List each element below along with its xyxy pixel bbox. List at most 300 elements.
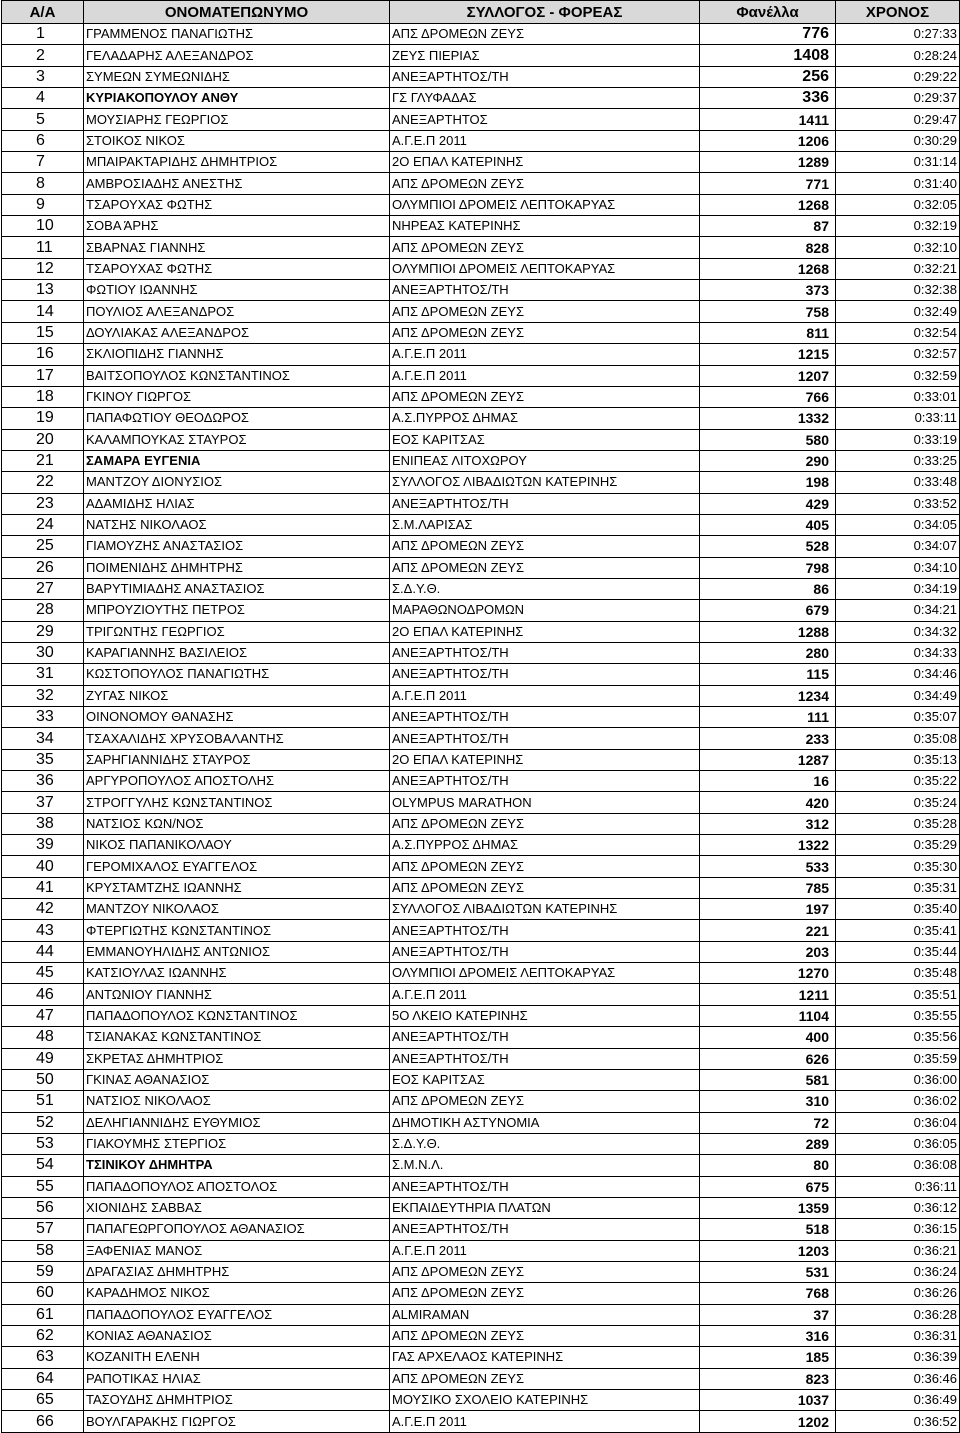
table-row: [2, 1027, 960, 1048]
cell-bib: 1206: [700, 130, 836, 151]
cell-time: 0:35:08: [836, 728, 960, 749]
cell-bib: 1215: [700, 344, 836, 365]
cell-club: Σ.Δ.Υ.Θ.: [390, 1133, 700, 1154]
cell-club: Α.Γ.Ε.Π 2011: [390, 1411, 700, 1432]
table-row: [2, 1304, 960, 1325]
table-row: [2, 1197, 960, 1218]
table-row: [2, 24, 960, 45]
cell-time: 0:35:13: [836, 749, 960, 770]
cell-position: 4: [2, 88, 84, 109]
cell-bib: 626: [700, 1048, 836, 1069]
cell-name: ΜΠΡΟΥΖΙΟΥΤΗΣ ΠΕΤΡΟΣ: [84, 600, 390, 621]
table-row: [2, 1176, 960, 1197]
cell-position: 36: [2, 771, 84, 792]
table-row: [2, 1133, 960, 1154]
cell-name: ΣΒΑΡΝΑΣ ΓΙΑΝΝΗΣ: [84, 237, 390, 258]
cell-position: 28: [2, 600, 84, 621]
cell-position: 32: [2, 685, 84, 706]
header-name: ΟΝΟΜΑΤΕΠΩΝΥΜΟ: [84, 1, 390, 24]
cell-time: 0:36:08: [836, 1155, 960, 1176]
table-row: [2, 1219, 960, 1240]
table-row: [2, 194, 960, 215]
cell-time: 0:34:33: [836, 642, 960, 663]
cell-club: ΑΝΕΞΑΡΤΗΤΟΣ/ΤΗ: [390, 771, 700, 792]
cell-position: 61: [2, 1304, 84, 1325]
cell-name: ΔΡΑΓΑΣΙΑΣ ΔΗΜΗΤΡΗΣ: [84, 1261, 390, 1282]
table-row: [2, 536, 960, 557]
cell-time: 0:34:49: [836, 685, 960, 706]
cell-position: 31: [2, 664, 84, 685]
cell-position: 47: [2, 1005, 84, 1026]
cell-name: ΓΚΙΝΟΥ ΓΙΩΡΓΟΣ: [84, 386, 390, 407]
cell-bib: 776: [700, 24, 836, 45]
cell-time: 0:33:52: [836, 493, 960, 514]
cell-position: 26: [2, 557, 84, 578]
cell-bib: 429: [700, 493, 836, 514]
cell-time: 0:34:21: [836, 600, 960, 621]
cell-position: 42: [2, 899, 84, 920]
cell-name: ΜΟΥΣΙΑΡΗΣ ΓΕΩΡΓΙΟΣ: [84, 109, 390, 130]
cell-time: 0:35:41: [836, 920, 960, 941]
table-row: [2, 365, 960, 386]
cell-bib: 80: [700, 1155, 836, 1176]
cell-position: 7: [2, 152, 84, 173]
cell-name: ΔΟΥΛΙΑΚΑΣ ΑΛΕΞΑΝΔΡΟΣ: [84, 322, 390, 343]
cell-club: ΑΠΣ ΔΡΟΜΕΩΝ ΖΕΥΣ: [390, 1325, 700, 1346]
cell-club: ΓΑΣ ΑΡΧΕΛΑΟΣ ΚΑΤΕΡΙΝΗΣ: [390, 1347, 700, 1368]
cell-position: 53: [2, 1133, 84, 1154]
table-row: [2, 963, 960, 984]
cell-bib: 1211: [700, 984, 836, 1005]
cell-bib: 1203: [700, 1240, 836, 1261]
cell-name: ΑΡΓΥΡΟΠΟΥΛΟΣ ΑΠΟΣΤΟΛΗΣ: [84, 771, 390, 792]
cell-position: 5: [2, 109, 84, 130]
cell-bib: 811: [700, 322, 836, 343]
cell-position: 44: [2, 941, 84, 962]
cell-time: 0:36:05: [836, 1133, 960, 1154]
cell-time: 0:36:28: [836, 1304, 960, 1325]
cell-time: 0:32:49: [836, 301, 960, 322]
cell-club: ΑΝΕΞΑΡΤΗΤΟΣ/ΤΗ: [390, 66, 700, 87]
cell-club: Σ.Δ.Υ.Θ.: [390, 578, 700, 599]
cell-time: 0:35:24: [836, 792, 960, 813]
cell-name: ΤΡΙΓΩΝΤΗΣ ΓΕΩΡΓΙΟΣ: [84, 621, 390, 642]
cell-bib: 758: [700, 301, 836, 322]
cell-position: 6: [2, 130, 84, 151]
cell-name: ΜΠΑΙΡΑΚΤΑΡΙΔΗΣ ΔΗΜΗΤΡΙΟΣ: [84, 152, 390, 173]
cell-bib: 1270: [700, 963, 836, 984]
cell-club: ΑΝΕΞΑΡΤΗΤΟΣ/ΤΗ: [390, 1027, 700, 1048]
table-row: [2, 152, 960, 173]
cell-position: 66: [2, 1411, 84, 1432]
cell-name: ΑΔΑΜΙΔΗΣ ΗΛΙΑΣ: [84, 493, 390, 514]
cell-club: Α.Γ.Ε.Π 2011: [390, 685, 700, 706]
cell-bib: 1037: [700, 1390, 836, 1411]
cell-position: 41: [2, 877, 84, 898]
cell-position: 16: [2, 344, 84, 365]
cell-club: ΑΝΕΞΑΡΤΗΤΟΣ/ΤΗ: [390, 664, 700, 685]
cell-position: 65: [2, 1390, 84, 1411]
cell-club: 2Ο ΕΠΑΛ ΚΑΤΕΡΙΝΗΣ: [390, 621, 700, 642]
cell-position: 34: [2, 728, 84, 749]
cell-time: 0:36:12: [836, 1197, 960, 1218]
cell-club: ΑΝΕΞΑΡΤΗΤΟΣ/ΤΗ: [390, 920, 700, 941]
cell-position: 20: [2, 429, 84, 450]
cell-club: OLYMPUS MARATHON: [390, 792, 700, 813]
cell-name: ΚΑΡΑΔΗΜΟΣ ΝΙΚΟΣ: [84, 1283, 390, 1304]
cell-club: ΑΠΣ ΔΡΟΜΕΩΝ ΖΕΥΣ: [390, 386, 700, 407]
table-row: [2, 1069, 960, 1090]
cell-time: 0:35:44: [836, 941, 960, 962]
cell-position: 8: [2, 173, 84, 194]
cell-name: ΒΟΥΛΓΑΡΑΚΗΣ ΓΙΩΡΓΟΣ: [84, 1411, 390, 1432]
cell-name: ΓΚΙΝΑΣ ΑΘΑΝΑΣΙΟΣ: [84, 1069, 390, 1090]
table-row: [2, 493, 960, 514]
table-row: [2, 835, 960, 856]
table-row: [2, 429, 960, 450]
cell-name: ΜΑΝΤΖΟΥ ΔΙΟΝΥΣΙΟΣ: [84, 472, 390, 493]
cell-name: ΤΣΑΡΟΥΧΑΣ ΦΩΤΗΣ: [84, 194, 390, 215]
table-row: [2, 813, 960, 834]
cell-position: 48: [2, 1027, 84, 1048]
cell-name: ΠΑΠΑΔΟΠΟΥΛΟΣ ΕΥΑΓΓΕΛΟΣ: [84, 1304, 390, 1325]
cell-time: 0:34:07: [836, 536, 960, 557]
cell-name: ΚΥΡΙΑΚΟΠΟΥΛΟΥ ΑΝΘΥ: [84, 88, 390, 109]
cell-bib: 405: [700, 514, 836, 535]
cell-club: ΕΝΙΠΕΑΣ ΛΙΤΟΧΩΡΟΥ: [390, 450, 700, 471]
header-club: ΣΥΛΛΟΓΟΣ - ΦΟΡΕΑΣ: [390, 1, 700, 24]
cell-bib: 798: [700, 557, 836, 578]
table-row: [2, 514, 960, 535]
header-bib: Φανέλλα: [700, 1, 836, 24]
cell-time: 0:32:57: [836, 344, 960, 365]
table-row: [2, 1411, 960, 1432]
cell-club: ΑΝΕΞΑΡΤΗΤΟΣ/ΤΗ: [390, 707, 700, 728]
cell-position: 29: [2, 621, 84, 642]
cell-time: 0:32:10: [836, 237, 960, 258]
cell-club: ΑΝΕΞΑΡΤΗΤΟΣ: [390, 109, 700, 130]
table-row: [2, 1261, 960, 1282]
cell-bib: 581: [700, 1069, 836, 1090]
cell-position: 64: [2, 1368, 84, 1389]
cell-time: 0:36:39: [836, 1347, 960, 1368]
table-row: [2, 237, 960, 258]
table-row: [2, 173, 960, 194]
cell-club: Α.Γ.Ε.Π 2011: [390, 365, 700, 386]
cell-position: 57: [2, 1219, 84, 1240]
cell-name: ΣΚΛΙΟΠΙΔΗΣ ΓΙΑΝΝΗΣ: [84, 344, 390, 365]
cell-position: 43: [2, 920, 84, 941]
cell-name: ΖΥΓΑΣ ΝΙΚΟΣ: [84, 685, 390, 706]
table-row: [2, 1091, 960, 1112]
cell-bib: 316: [700, 1325, 836, 1346]
cell-bib: 518: [700, 1219, 836, 1240]
cell-position: 27: [2, 578, 84, 599]
cell-position: 25: [2, 536, 84, 557]
cell-club: ΑΠΣ ΔΡΟΜΕΩΝ ΖΕΥΣ: [390, 1368, 700, 1389]
cell-name: ΑΝΤΩΝΙΟΥ ΓΙΑΝΝΗΣ: [84, 984, 390, 1005]
cell-bib: 580: [700, 429, 836, 450]
cell-bib: 1332: [700, 408, 836, 429]
cell-time: 0:32:21: [836, 258, 960, 279]
cell-bib: 1202: [700, 1411, 836, 1432]
cell-bib: 679: [700, 600, 836, 621]
cell-name: ΜΑΝΤΖΟΥ ΝΙΚΟΛΑΟΣ: [84, 899, 390, 920]
cell-time: 0:32:19: [836, 216, 960, 237]
cell-name: ΦΤΕΡΓΙΩΤΗΣ ΚΩΝΣΤΑΝΤΙΝΟΣ: [84, 920, 390, 941]
cell-bib: 233: [700, 728, 836, 749]
cell-name: ΣΑΜΑΡΑ ΕΥΓΕΝΙΑ: [84, 450, 390, 471]
cell-position: 1: [2, 24, 84, 45]
cell-time: 0:36:46: [836, 1368, 960, 1389]
cell-name: ΚΑΛΑΜΠΟΥΚΑΣ ΣΤΑΥΡΟΣ: [84, 429, 390, 450]
cell-position: 46: [2, 984, 84, 1005]
cell-name: ΒΑΡΥΤΙΜΙΑΔΗΣ ΑΝΑΣΤΑΣΙΟΣ: [84, 578, 390, 599]
cell-name: ΠΑΠΑΔΟΠΟΥΛΟΣ ΚΩΝΣΤΑΝΤΙΝΟΣ: [84, 1005, 390, 1026]
cell-position: 24: [2, 514, 84, 535]
cell-position: 13: [2, 280, 84, 301]
table-row: [2, 386, 960, 407]
cell-name: ΣΚΡΕΤΑΣ ΔΗΜΗΤΡΙΟΣ: [84, 1048, 390, 1069]
cell-position: 50: [2, 1069, 84, 1090]
cell-club: Α.Γ.Ε.Π 2011: [390, 344, 700, 365]
cell-name: ΡΑΠΟΤΙΚΑΣ ΗΛΙΑΣ: [84, 1368, 390, 1389]
cell-club: ΑΝΕΞΑΡΤΗΤΟΣ/ΤΗ: [390, 941, 700, 962]
cell-name: ΚΟΝΙΑΣ ΑΘΑΝΑΣΙΟΣ: [84, 1325, 390, 1346]
cell-position: 63: [2, 1347, 84, 1368]
cell-time: 0:35:55: [836, 1005, 960, 1026]
table-row: [2, 258, 960, 279]
table-row: [2, 408, 960, 429]
cell-time: 0:36:24: [836, 1261, 960, 1282]
table-row: [2, 1005, 960, 1026]
cell-club: ΟΛΥΜΠΙΟΙ ΔΡΟΜΕΙΣ ΛΕΠΤΟΚΑΡΥΑΣ: [390, 194, 700, 215]
cell-time: 0:27:33: [836, 24, 960, 45]
cell-time: 0:36:52: [836, 1411, 960, 1432]
cell-club: ΕΚΠΑΙΔΕΥΤΗΡΙΑ ΠΛΑΤΩΝ: [390, 1197, 700, 1218]
cell-club: 2Ο ΕΠΑΛ ΚΑΤΕΡΙΝΗΣ: [390, 152, 700, 173]
cell-name: ΓΕΡΟΜΙΧΑΛΟΣ ΕΥΑΓΓΕΛΟΣ: [84, 856, 390, 877]
table-row: [2, 664, 960, 685]
cell-time: 0:36:21: [836, 1240, 960, 1261]
cell-club: ΑΠΣ ΔΡΟΜΕΩΝ ΖΕΥΣ: [390, 24, 700, 45]
table-row: [2, 600, 960, 621]
cell-position: 60: [2, 1283, 84, 1304]
cell-name: ΠΟΥΛΙΟΣ ΑΛΕΞΑΝΔΡΟΣ: [84, 301, 390, 322]
cell-position: 10: [2, 216, 84, 237]
cell-time: 0:33:11: [836, 408, 960, 429]
cell-time: 0:32:59: [836, 365, 960, 386]
cell-time: 0:29:22: [836, 66, 960, 87]
cell-club: ALMIRAMAN: [390, 1304, 700, 1325]
table-row: [2, 1240, 960, 1261]
cell-time: 0:34:05: [836, 514, 960, 535]
cell-bib: 1359: [700, 1197, 836, 1218]
cell-bib: 785: [700, 877, 836, 898]
cell-bib: 531: [700, 1261, 836, 1282]
cell-bib: 766: [700, 386, 836, 407]
cell-time: 0:34:46: [836, 664, 960, 685]
cell-name: ΚΑΡΑΓΙΑΝΝΗΣ ΒΑΣΙΛΕΙΟΣ: [84, 642, 390, 663]
cell-club: ΕΟΣ ΚΑΡΙΤΣΑΣ: [390, 429, 700, 450]
table-row: [2, 216, 960, 237]
cell-club: Σ.Μ.Ν.Λ.: [390, 1155, 700, 1176]
cell-bib: 72: [700, 1112, 836, 1133]
cell-position: 56: [2, 1197, 84, 1218]
cell-position: 17: [2, 365, 84, 386]
cell-name: ΣΟΒΑ ΆΡΗΣ: [84, 216, 390, 237]
cell-name: ΝΑΤΣΗΣ ΝΙΚΟΛΑΟΣ: [84, 514, 390, 535]
cell-time: 0:35:07: [836, 707, 960, 728]
results-table: [1, 0, 960, 1433]
cell-time: 0:36:00: [836, 1069, 960, 1090]
table-header: [2, 1, 960, 24]
cell-bib: 86: [700, 578, 836, 599]
cell-club: ΑΠΣ ΔΡΟΜΕΩΝ ΖΕΥΣ: [390, 1283, 700, 1304]
cell-name: ΤΣΙΑΝΑΚΑΣ ΚΩΝΣΤΑΝΤΙΝΟΣ: [84, 1027, 390, 1048]
cell-bib: 400: [700, 1027, 836, 1048]
cell-bib: 312: [700, 813, 836, 834]
cell-time: 0:33:01: [836, 386, 960, 407]
cell-club: ΕΟΣ ΚΑΡΙΤΣΑΣ: [390, 1069, 700, 1090]
cell-time: 0:35:48: [836, 963, 960, 984]
cell-bib: 1268: [700, 258, 836, 279]
cell-position: 22: [2, 472, 84, 493]
cell-bib: 221: [700, 920, 836, 941]
cell-club: Α.Γ.Ε.Π 2011: [390, 130, 700, 151]
table-row: [2, 792, 960, 813]
cell-bib: 528: [700, 536, 836, 557]
cell-bib: 280: [700, 642, 836, 663]
cell-club: 5Ο ΛΚΕΙΟ ΚΑΤΕΡΙΝΗΣ: [390, 1005, 700, 1026]
cell-position: 14: [2, 301, 84, 322]
table-row: [2, 1390, 960, 1411]
cell-bib: 768: [700, 1283, 836, 1304]
cell-position: 9: [2, 194, 84, 215]
cell-position: 39: [2, 835, 84, 856]
cell-position: 11: [2, 237, 84, 258]
table-row: [2, 344, 960, 365]
cell-club: ΑΝΕΞΑΡΤΗΤΟΣ/ΤΗ: [390, 1176, 700, 1197]
cell-position: 51: [2, 1091, 84, 1112]
cell-club: ΑΝΕΞΑΡΤΗΤΟΣ/ΤΗ: [390, 1219, 700, 1240]
cell-name: ΚΑΤΣΙΟΥΛΑΣ ΙΩΑΝΝΗΣ: [84, 963, 390, 984]
cell-name: ΚΡΥΣΤΑΜΤΖΗΣ ΙΩΑΝΝΗΣ: [84, 877, 390, 898]
cell-time: 0:31:14: [836, 152, 960, 173]
cell-club: ΑΝΕΞΑΡΤΗΤΟΣ/ΤΗ: [390, 1048, 700, 1069]
cell-position: 35: [2, 749, 84, 770]
cell-position: 21: [2, 450, 84, 471]
cell-bib: 37: [700, 1304, 836, 1325]
cell-bib: 1322: [700, 835, 836, 856]
cell-bib: 185: [700, 1347, 836, 1368]
cell-time: 0:36:11: [836, 1176, 960, 1197]
cell-time: 0:35:56: [836, 1027, 960, 1048]
cell-name: ΤΑΣΟΥΔΗΣ ΔΗΜΗΤΡΙΟΣ: [84, 1390, 390, 1411]
cell-position: 62: [2, 1325, 84, 1346]
header-position: Α/Α: [2, 1, 84, 24]
cell-name: ΓΕΛΑΔΑΡΗΣ ΑΛΕΞΑΝΔΡΟΣ: [84, 45, 390, 66]
table-row: [2, 450, 960, 471]
cell-bib: 1207: [700, 365, 836, 386]
table-row: [2, 1155, 960, 1176]
cell-name: ΤΣΑΧΑΛΙΔΗΣ ΧΡΥΣΟΒΑΛΑΝΤΗΣ: [84, 728, 390, 749]
cell-name: ΚΩΣΤΟΠΟΥΛΟΣ ΠΑΝΑΓΙΩΤΗΣ: [84, 664, 390, 685]
cell-name: ΠΑΠΑΔΟΠΟΥΛΟΣ ΑΠΟΣΤΟΛΟΣ: [84, 1176, 390, 1197]
cell-bib: 1234: [700, 685, 836, 706]
cell-bib: 289: [700, 1133, 836, 1154]
table-row: [2, 771, 960, 792]
cell-bib: 111: [700, 707, 836, 728]
cell-bib: 310: [700, 1091, 836, 1112]
cell-time: 0:36:49: [836, 1390, 960, 1411]
cell-position: 52: [2, 1112, 84, 1133]
cell-time: 0:35:59: [836, 1048, 960, 1069]
cell-bib: 420: [700, 792, 836, 813]
cell-bib: 1288: [700, 621, 836, 642]
header-row: [2, 1, 960, 24]
cell-position: 37: [2, 792, 84, 813]
cell-position: 15: [2, 322, 84, 343]
table-row: [2, 1368, 960, 1389]
cell-club: ΑΠΣ ΔΡΟΜΕΩΝ ΖΕΥΣ: [390, 856, 700, 877]
cell-position: 12: [2, 258, 84, 279]
cell-bib: 197: [700, 899, 836, 920]
cell-time: 0:28:24: [836, 45, 960, 66]
cell-club: ΑΠΣ ΔΡΟΜΕΩΝ ΖΕΥΣ: [390, 322, 700, 343]
cell-club: ΜΑΡΑΘΩΝΟΔΡΟΜΩΝ: [390, 600, 700, 621]
cell-time: 0:34:19: [836, 578, 960, 599]
cell-position: 2: [2, 45, 84, 66]
table-row: [2, 856, 960, 877]
cell-club: ΑΠΣ ΔΡΟΜΕΩΝ ΖΕΥΣ: [390, 301, 700, 322]
cell-name: ΝΙΚΟΣ ΠΑΠΑΝΙΚΟΛΑΟΥ: [84, 835, 390, 856]
cell-club: ΔΗΜΟΤΙΚΗ ΑΣΤΥΝΟΜΙΑ: [390, 1112, 700, 1133]
cell-position: 55: [2, 1176, 84, 1197]
table-row: [2, 1283, 960, 1304]
cell-time: 0:35:31: [836, 877, 960, 898]
cell-club: ΑΝΕΞΑΡΤΗΤΟΣ/ΤΗ: [390, 642, 700, 663]
cell-bib: 373: [700, 280, 836, 301]
table-row: [2, 1325, 960, 1346]
cell-time: 0:35:30: [836, 856, 960, 877]
cell-bib: 336: [700, 88, 836, 109]
cell-bib: 115: [700, 664, 836, 685]
cell-time: 0:33:19: [836, 429, 960, 450]
cell-name: ΕΜΜΑΝΟΥΗΛΙΔΗΣ ΑΝΤΩΝΙΟΣ: [84, 941, 390, 962]
cell-time: 0:35:28: [836, 813, 960, 834]
header-time: ΧΡΟΝΟΣ: [836, 1, 960, 24]
table-row: [2, 1112, 960, 1133]
cell-name: ΝΑΤΣΙΟΣ ΝΙΚΟΛΑΟΣ: [84, 1091, 390, 1112]
table-row: [2, 920, 960, 941]
table-row: [2, 984, 960, 1005]
cell-club: ΝΗΡΕΑΣ ΚΑΤΕΡΙΝΗΣ: [390, 216, 700, 237]
table-row: [2, 877, 960, 898]
cell-club: ΑΝΕΞΑΡΤΗΤΟΣ/ΤΗ: [390, 493, 700, 514]
table-row: [2, 578, 960, 599]
cell-club: Α.Γ.Ε.Π 2011: [390, 1240, 700, 1261]
cell-bib: 1411: [700, 109, 836, 130]
table-row: [2, 941, 960, 962]
cell-name: ΤΣΑΡΟΥΧΑΣ ΦΩΤΗΣ: [84, 258, 390, 279]
cell-club: 2Ο ΕΠΑΛ ΚΑΤΕΡΙΝΗΣ: [390, 749, 700, 770]
cell-position: 59: [2, 1261, 84, 1282]
table-row: [2, 301, 960, 322]
cell-position: 54: [2, 1155, 84, 1176]
cell-position: 49: [2, 1048, 84, 1069]
cell-time: 0:34:10: [836, 557, 960, 578]
